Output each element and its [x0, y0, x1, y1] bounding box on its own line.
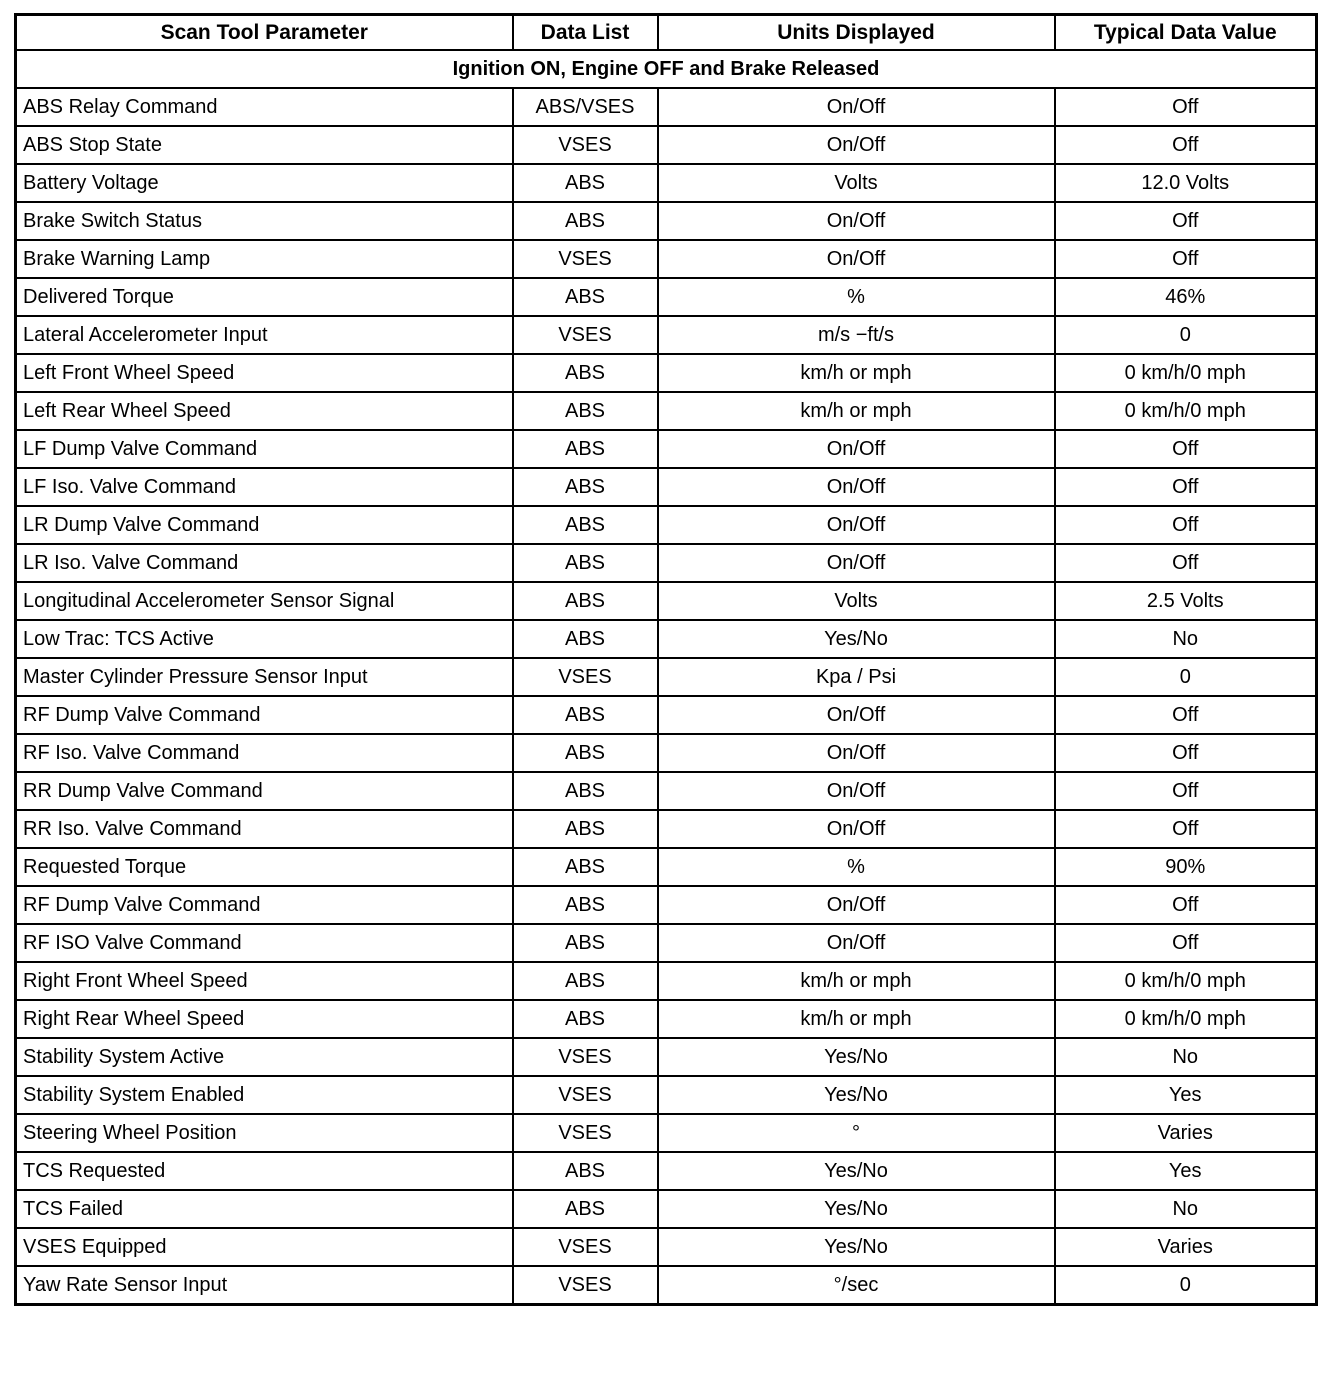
table-row — [16, 1000, 1317, 1038]
cell-units: Volts — [658, 582, 1055, 620]
table-row — [16, 202, 1317, 240]
table-row — [16, 240, 1317, 278]
cell-data-list: ABS — [513, 848, 658, 886]
cell-typical-value: Off — [1055, 886, 1317, 924]
cell-typical-value: Off — [1055, 810, 1317, 848]
table-row — [16, 1228, 1317, 1266]
table-row — [16, 810, 1317, 848]
cell-data-list: VSES — [513, 1228, 658, 1266]
cell-units: m/s −ft/s — [658, 316, 1055, 354]
cell-parameter: Brake Warning Lamp — [16, 240, 513, 278]
cell-data-list: ABS — [513, 962, 658, 1000]
table-row — [16, 392, 1317, 430]
cell-data-list: ABS — [513, 1000, 658, 1038]
cell-data-list: ABS — [513, 734, 658, 772]
cell-parameter: VSES Equipped — [16, 1228, 513, 1266]
section-title: Ignition ON, Engine OFF and Brake Released — [16, 50, 1317, 88]
cell-units: On/Off — [658, 506, 1055, 544]
cell-typical-value: 2.5 Volts — [1055, 582, 1317, 620]
cell-parameter: LF Dump Valve Command — [16, 430, 513, 468]
cell-data-list: ABS — [513, 164, 658, 202]
cell-parameter: Yaw Rate Sensor Input — [16, 1266, 513, 1305]
cell-data-list: VSES — [513, 126, 658, 164]
cell-units: On/Off — [658, 468, 1055, 506]
cell-data-list: ABS/VSES — [513, 88, 658, 126]
cell-typical-value: Off — [1055, 734, 1317, 772]
cell-units: Kpa / Psi — [658, 658, 1055, 696]
cell-units: On/Off — [658, 734, 1055, 772]
cell-data-list: VSES — [513, 658, 658, 696]
cell-parameter: Lateral Accelerometer Input — [16, 316, 513, 354]
cell-typical-value: Yes — [1055, 1076, 1317, 1114]
table-row — [16, 1038, 1317, 1076]
cell-parameter: Steering Wheel Position — [16, 1114, 513, 1152]
cell-parameter: Right Front Wheel Speed — [16, 962, 513, 1000]
section-header-row — [16, 50, 1317, 88]
cell-parameter: RF Dump Valve Command — [16, 886, 513, 924]
table-row — [16, 924, 1317, 962]
cell-typical-value: 0 km/h/0 mph — [1055, 1000, 1317, 1038]
cell-typical-value: 90% — [1055, 848, 1317, 886]
cell-typical-value: Off — [1055, 506, 1317, 544]
table-row — [16, 354, 1317, 392]
cell-typical-value: Off — [1055, 468, 1317, 506]
cell-data-list: ABS — [513, 392, 658, 430]
cell-parameter: LR Iso. Valve Command — [16, 544, 513, 582]
cell-parameter: Requested Torque — [16, 848, 513, 886]
cell-parameter: RF ISO Valve Command — [16, 924, 513, 962]
cell-units: On/Off — [658, 544, 1055, 582]
cell-units: Yes/No — [658, 1076, 1055, 1114]
cell-data-list: ABS — [513, 1152, 658, 1190]
cell-data-list: ABS — [513, 1190, 658, 1228]
cell-data-list: ABS — [513, 696, 658, 734]
cell-typical-value: No — [1055, 1190, 1317, 1228]
table-row — [16, 88, 1317, 126]
cell-typical-value: No — [1055, 620, 1317, 658]
table-row — [16, 1266, 1317, 1305]
cell-data-list: ABS — [513, 430, 658, 468]
cell-parameter: Longitudinal Accelerometer Sensor Signal — [16, 582, 513, 620]
cell-units: On/Off — [658, 924, 1055, 962]
header-parameter: Scan Tool Parameter — [16, 15, 513, 51]
cell-data-list: VSES — [513, 240, 658, 278]
cell-typical-value: 12.0 Volts — [1055, 164, 1317, 202]
cell-parameter: Brake Switch Status — [16, 202, 513, 240]
table-row — [16, 544, 1317, 582]
cell-typical-value: Off — [1055, 430, 1317, 468]
table-row — [16, 772, 1317, 810]
cell-units: On/Off — [658, 430, 1055, 468]
cell-units: °/sec — [658, 1266, 1055, 1305]
table-header — [16, 15, 1317, 89]
cell-parameter: RF Iso. Valve Command — [16, 734, 513, 772]
cell-typical-value: Off — [1055, 696, 1317, 734]
cell-typical-value: Off — [1055, 772, 1317, 810]
cell-units: On/Off — [658, 202, 1055, 240]
cell-units: km/h or mph — [658, 354, 1055, 392]
cell-units: On/Off — [658, 810, 1055, 848]
table-row — [16, 506, 1317, 544]
cell-typical-value: 0 km/h/0 mph — [1055, 962, 1317, 1000]
cell-parameter: ABS Relay Command — [16, 88, 513, 126]
cell-data-list: VSES — [513, 1114, 658, 1152]
cell-typical-value: Off — [1055, 544, 1317, 582]
table-row — [16, 886, 1317, 924]
table-row — [16, 1152, 1317, 1190]
cell-typical-value: Off — [1055, 202, 1317, 240]
cell-typical-value: Off — [1055, 240, 1317, 278]
cell-units: Yes/No — [658, 1038, 1055, 1076]
cell-units: Volts — [658, 164, 1055, 202]
cell-data-list: ABS — [513, 810, 658, 848]
cell-parameter: Left Front Wheel Speed — [16, 354, 513, 392]
scan-tool-data-table — [14, 13, 1318, 1306]
cell-typical-value: Varies — [1055, 1228, 1317, 1266]
cell-parameter: Stability System Active — [16, 1038, 513, 1076]
cell-typical-value: Off — [1055, 88, 1317, 126]
cell-parameter: Right Rear Wheel Speed — [16, 1000, 513, 1038]
table-row — [16, 430, 1317, 468]
cell-parameter: RF Dump Valve Command — [16, 696, 513, 734]
cell-units: ° — [658, 1114, 1055, 1152]
table-row — [16, 468, 1317, 506]
cell-data-list: VSES — [513, 1038, 658, 1076]
cell-parameter: TCS Failed — [16, 1190, 513, 1228]
header-typical-value: Typical Data Value — [1055, 15, 1317, 51]
cell-typical-value: 0 — [1055, 658, 1317, 696]
cell-parameter: LF Iso. Valve Command — [16, 468, 513, 506]
cell-data-list: VSES — [513, 316, 658, 354]
cell-units: On/Off — [658, 772, 1055, 810]
cell-data-list: ABS — [513, 772, 658, 810]
table-row — [16, 620, 1317, 658]
cell-typical-value: 0 km/h/0 mph — [1055, 354, 1317, 392]
cell-parameter: ABS Stop State — [16, 126, 513, 164]
cell-typical-value: Varies — [1055, 1114, 1317, 1152]
cell-typical-value: No — [1055, 1038, 1317, 1076]
cell-data-list: ABS — [513, 468, 658, 506]
cell-units: On/Off — [658, 696, 1055, 734]
cell-units: km/h or mph — [658, 962, 1055, 1000]
cell-units: km/h or mph — [658, 1000, 1055, 1038]
table-row — [16, 164, 1317, 202]
cell-parameter: LR Dump Valve Command — [16, 506, 513, 544]
cell-parameter: Battery Voltage — [16, 164, 513, 202]
table-row — [16, 696, 1317, 734]
cell-data-list: ABS — [513, 544, 658, 582]
table-row — [16, 278, 1317, 316]
cell-typical-value: Yes — [1055, 1152, 1317, 1190]
cell-data-list: VSES — [513, 1266, 658, 1305]
cell-parameter: Stability System Enabled — [16, 1076, 513, 1114]
header-units: Units Displayed — [658, 15, 1055, 51]
cell-data-list: ABS — [513, 354, 658, 392]
cell-units: Yes/No — [658, 1190, 1055, 1228]
header-data-list: Data List — [513, 15, 658, 51]
cell-data-list: ABS — [513, 506, 658, 544]
cell-parameter: RR Dump Valve Command — [16, 772, 513, 810]
cell-units: % — [658, 848, 1055, 886]
cell-data-list: VSES — [513, 1076, 658, 1114]
cell-typical-value: 0 km/h/0 mph — [1055, 392, 1317, 430]
cell-units: % — [658, 278, 1055, 316]
cell-units: km/h or mph — [658, 392, 1055, 430]
cell-typical-value: Off — [1055, 924, 1317, 962]
cell-units: Yes/No — [658, 1152, 1055, 1190]
table-row — [16, 962, 1317, 1000]
header-row — [16, 15, 1317, 51]
table-row — [16, 848, 1317, 886]
table-row — [16, 126, 1317, 164]
cell-units: On/Off — [658, 886, 1055, 924]
cell-typical-value: 46% — [1055, 278, 1317, 316]
cell-data-list: ABS — [513, 202, 658, 240]
cell-parameter: RR Iso. Valve Command — [16, 810, 513, 848]
cell-units: On/Off — [658, 240, 1055, 278]
cell-data-list: ABS — [513, 886, 658, 924]
cell-typical-value: Off — [1055, 126, 1317, 164]
table-row — [16, 734, 1317, 772]
table-row — [16, 316, 1317, 354]
cell-parameter: Left Rear Wheel Speed — [16, 392, 513, 430]
table-row — [16, 582, 1317, 620]
cell-units: On/Off — [658, 88, 1055, 126]
cell-parameter: Delivered Torque — [16, 278, 513, 316]
table-row — [16, 658, 1317, 696]
cell-typical-value: 0 — [1055, 316, 1317, 354]
table-row — [16, 1076, 1317, 1114]
cell-parameter: TCS Requested — [16, 1152, 513, 1190]
cell-units: Yes/No — [658, 1228, 1055, 1266]
cell-units: On/Off — [658, 126, 1055, 164]
cell-parameter: Master Cylinder Pressure Sensor Input — [16, 658, 513, 696]
cell-parameter: Low Trac: TCS Active — [16, 620, 513, 658]
table-row — [16, 1114, 1317, 1152]
table-row — [16, 1190, 1317, 1228]
cell-typical-value: 0 — [1055, 1266, 1317, 1305]
table-body — [16, 88, 1317, 1305]
cell-data-list: ABS — [513, 924, 658, 962]
cell-data-list: ABS — [513, 582, 658, 620]
cell-data-list: ABS — [513, 620, 658, 658]
cell-units: Yes/No — [658, 620, 1055, 658]
cell-data-list: ABS — [513, 278, 658, 316]
